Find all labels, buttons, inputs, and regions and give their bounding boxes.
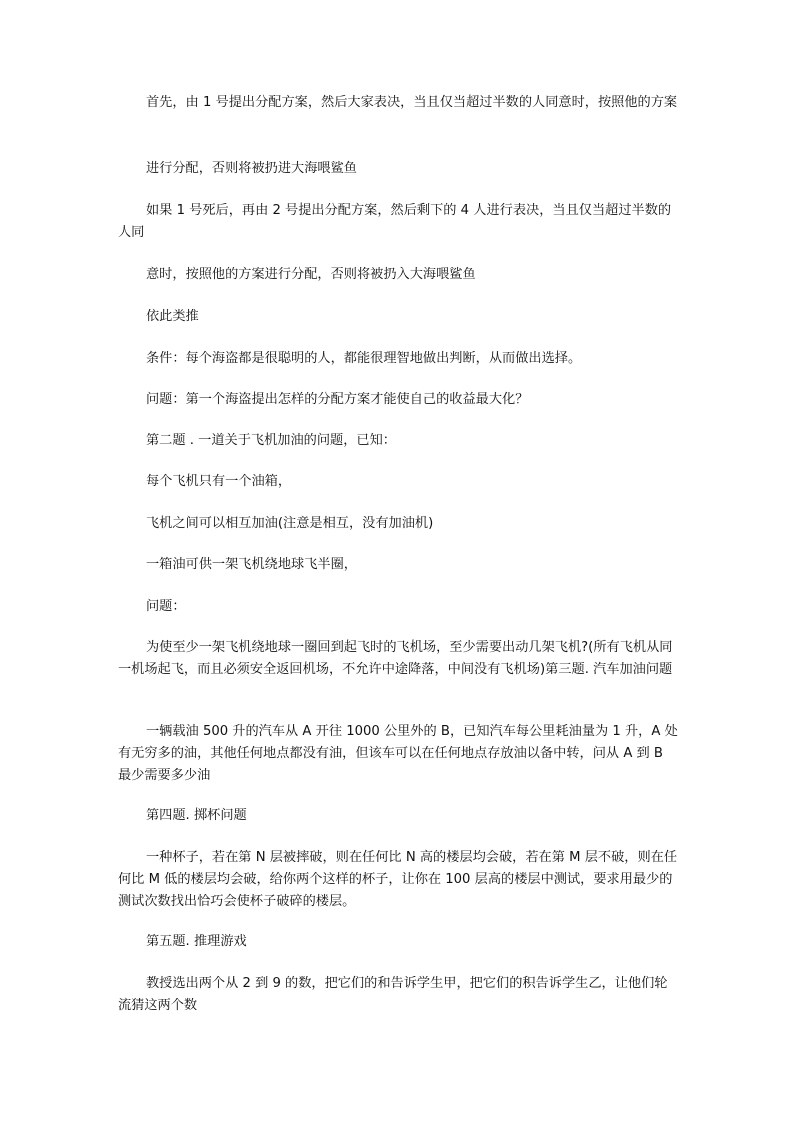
paragraph-14: 一辆载油 500 升的汽车从 A 开往 1000 公里外的 B，已知汽车每公里耗油量为 1 升，A 处有无穷多的油，其他任何地点都没有油，但该车可以在任何地点存放油以备中转，问从 A 到 B 最少需要多少油 [118, 724, 678, 783]
paragraph-4: 意时，按照他的方案进行分配，否则将被扔入大海喂鲨鱼 [146, 267, 476, 282]
paragraph-7: 问题：第一个海盗提出怎样的分配方案才能使自己的收益最大化？ [146, 392, 529, 407]
paragraph-12: 问题： [146, 599, 186, 614]
paragraph-8: 第二题 . 一道关于飞机加油的问题，已知： [146, 433, 396, 448]
paragraph-15: 第四题. 掷杯问题 [146, 808, 247, 823]
paragraph-13: 为使至少一架飞机绕地球一圈回到起飞时的飞机场，至少需要出动几架飞机?(所有飞机从同一机场起飞，而且必须安全返回机场，不允许中途降落，中间没有飞机场)第三题. 汽车加油问题 [118, 640, 673, 677]
paragraph-17: 第五题. 推理游戏 [146, 934, 247, 949]
paragraph-1: 首先，由 1 号提出分配方案，然后大家表决，当且仅当超过半数的人同意时，按照他的方案 [146, 95, 678, 110]
paragraph-6: 条件：每个海盗都是很聪明的人，都能很理智地做出判断，从而做出选择。 [146, 351, 582, 366]
paragraph-10: 飞机之间可以相互加油(注意是相互，没有加油机) [146, 516, 434, 531]
paragraph-5: 依此类推 [146, 309, 199, 324]
paragraph-16: 一种杯子，若在第 N 层被摔破，则在任何比 N 高的楼层均会破，若在第 M 层不破，则在任何比 M 低的楼层均会破，给你两个这样的杯子，让你在 100 层高的楼层中测试，要求用最少的测试次数找出恰巧会使杯子破碎的楼层。 [118, 850, 678, 909]
paragraph-11: 一箱油可供一架飞机绕地球飞半圈， [146, 557, 357, 572]
paragraph-3: 如果 1 号死后，再由 2 号提出分配方案，然后剩下的 4 人进行表决，当且仅当超过半数的人同 [118, 203, 672, 240]
paragraph-18: 教授选出两个从 2 到 9 的数，把它们的和告诉学生甲，把它们的积告诉学生乙，让他们轮流猜这两个数 [118, 976, 668, 1013]
paragraph-2: 进行分配，否则将被扔进大海喂鲨鱼 [146, 161, 357, 176]
paragraph-9: 每个飞机只有一个油箱， [146, 474, 292, 489]
